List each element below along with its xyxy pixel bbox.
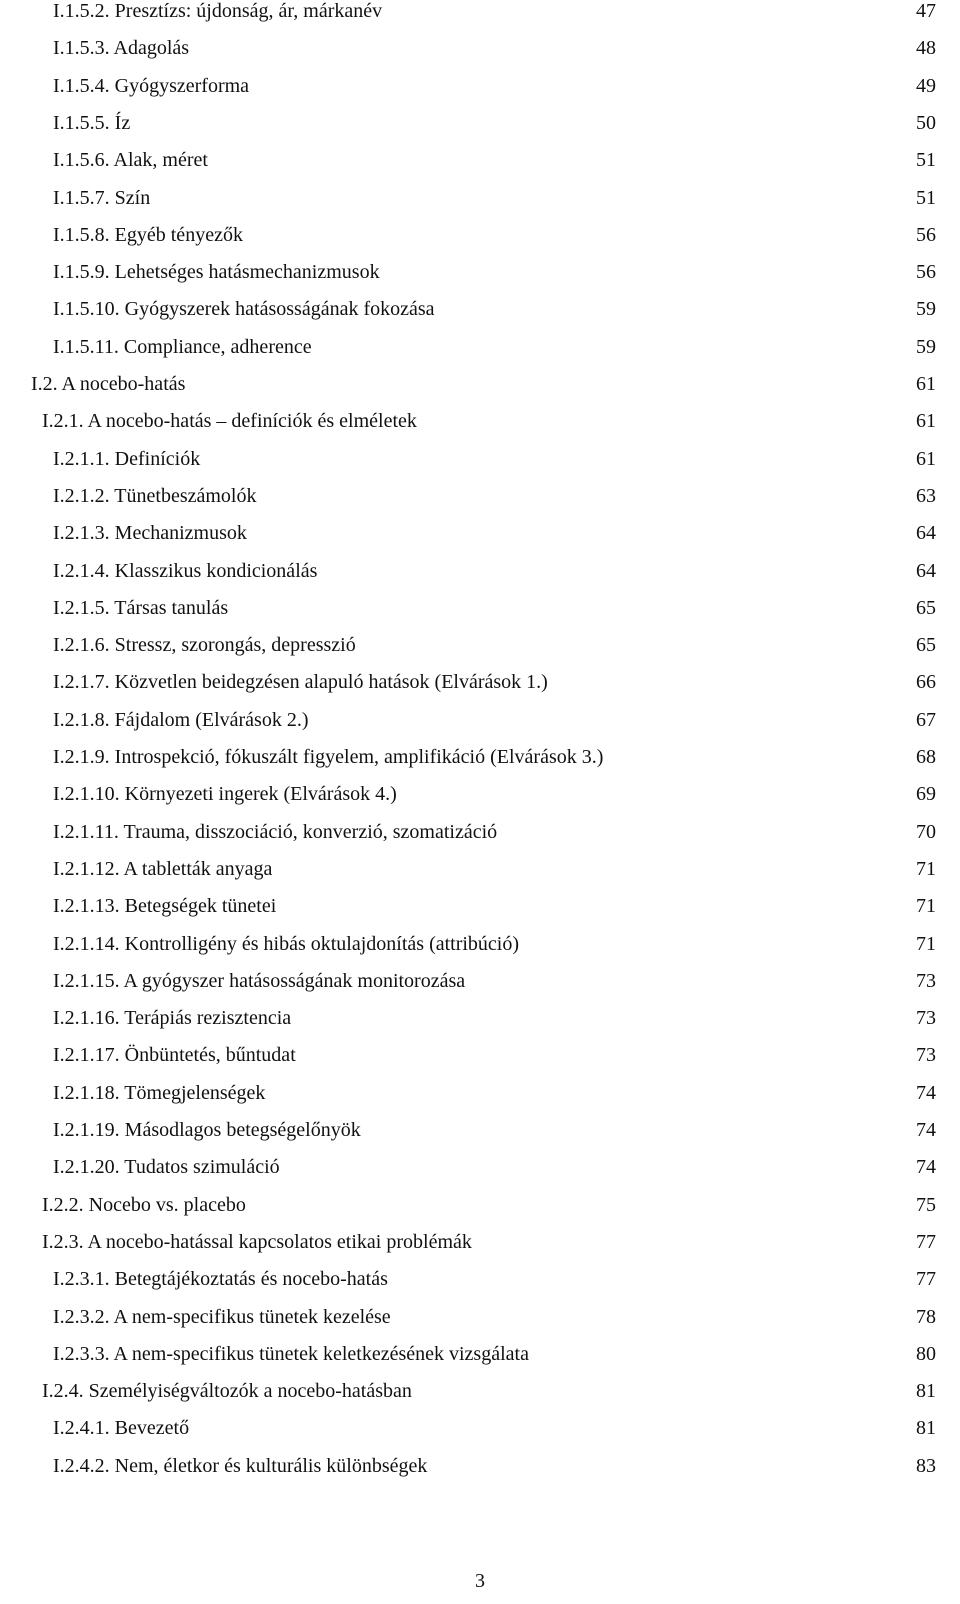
toc-entry	[0, 73, 960, 103]
page-number: 3	[475, 1570, 485, 1592]
toc-entry-title: I.1.5.3. Adagolás	[53, 37, 190, 60]
toc-entry	[0, 819, 960, 849]
toc-entry-title: I.2.1.2. Tünetbeszámolók	[53, 484, 257, 507]
toc-entry-page: 48	[916, 37, 936, 60]
toc-entry-page: 61	[916, 447, 936, 470]
toc-entry	[0, 1154, 960, 1184]
toc-entry	[0, 1005, 960, 1035]
toc-entry-title: I.1.5.11. Compliance, adherence	[53, 335, 312, 358]
toc-entry-page: 83	[916, 1454, 936, 1477]
toc-entry-page: 71	[916, 857, 936, 880]
toc-entry-title: I.2.1.1. Definíciók	[53, 447, 201, 470]
toc-entry-page: 67	[916, 708, 936, 731]
toc-entry-title: I.1.5.10. Gyógyszerek hatásosságának fokozása	[53, 298, 435, 321]
toc-entry	[0, 1378, 960, 1408]
toc-entry-title: I.1.5.8. Egyéb tényezők	[53, 223, 243, 246]
toc-entry	[0, 1042, 960, 1072]
toc-entry	[0, 707, 960, 737]
toc-entry-page: 47	[916, 0, 936, 22]
toc-entry-page: 59	[916, 335, 936, 358]
toc-entry	[0, 446, 960, 476]
toc-entry-page: 51	[916, 149, 936, 172]
toc-entry-page: 69	[916, 783, 936, 806]
toc-entry	[0, 1192, 960, 1222]
toc-entry-title: I.2.1.10. Környezeti ingerek (Elvárások 4.)	[53, 783, 397, 806]
toc-entry	[0, 1415, 960, 1445]
toc-entry-page: 78	[916, 1305, 936, 1328]
toc-entry-page: 81	[916, 1417, 936, 1440]
toc-entry-title: I.2.1.14. Kontrolligény és hibás oktulajdonítás (attribúció)	[53, 932, 520, 955]
toc-entry	[0, 110, 960, 140]
toc-entry	[0, 1229, 960, 1259]
toc-entry-title: I.2.1.18. Tömegjelenségek	[53, 1081, 266, 1104]
toc-entry-title: I.2.1.9. Introspekció, fókuszált figyelem, amplifikáció (Elvárások 3.)	[53, 746, 604, 768]
toc-entry-page: 75	[916, 1193, 936, 1216]
toc-entry-title: I.1.5.5. Íz	[53, 111, 131, 134]
toc-entry-page: 56	[916, 261, 936, 284]
toc-entry-page: 65	[916, 596, 936, 619]
toc-entry	[0, 781, 960, 811]
toc-entry-page: 81	[916, 1380, 936, 1403]
toc-entry-title: I.2.1.13. Betegségek tünetei	[53, 895, 277, 918]
toc-entry-page: 49	[916, 74, 936, 97]
toc-entry	[0, 147, 960, 177]
toc-entry-title: I.2.1.19. Másodlagos betegségelőnyök	[53, 1119, 361, 1141]
toc-entry-page: 70	[916, 820, 936, 843]
toc-entry	[0, 371, 960, 401]
toc-entry-page: 65	[916, 634, 936, 657]
toc-entry	[0, 483, 960, 513]
toc-entry	[0, 259, 960, 289]
toc-entry	[0, 595, 960, 625]
toc-entry-title: I.2.1.7. Közvetlen beidegzésen alapuló hatások (Elvárások 1.)	[53, 671, 548, 694]
toc-entry-title: I.2.1.15. A gyógyszer hatásosságának monitorozása	[53, 969, 466, 992]
toc-entry	[0, 1341, 960, 1371]
toc-entry-page: 77	[916, 1230, 936, 1253]
toc-entry-page: 61	[916, 410, 936, 433]
toc-entry-title: I.2.4.2. Nem, életkor és kulturális különbségek	[53, 1454, 428, 1477]
toc-entry-page: 74	[916, 1156, 936, 1179]
toc-entry-title: I.2. A nocebo-hatás	[31, 373, 186, 395]
toc-entry-title: I.2.1.17. Önbüntetés, bűntudat	[53, 1044, 296, 1067]
toc-entry-title: I.2.3.2. A nem-specifikus tünetek kezelése	[53, 1305, 391, 1328]
toc-entry-title: I.2.1.3. Mechanizmusok	[53, 522, 247, 545]
toc-entry-title: I.2.2. Nocebo vs. placebo	[42, 1193, 246, 1216]
toc-entry-title: I.1.5.6. Alak, méret	[53, 149, 208, 172]
toc-entry-page: 66	[916, 671, 936, 694]
toc-entry-page: 68	[916, 746, 936, 768]
toc-entry-page: 71	[916, 932, 936, 955]
toc-entry-page: 56	[916, 223, 936, 246]
toc-entry-title: I.2.1.12. A tabletták anyaga	[53, 857, 273, 880]
toc-entry-title: I.2.1.16. Terápiás rezisztencia	[53, 1007, 292, 1030]
toc-entry-page: 61	[916, 373, 936, 395]
toc-entry	[0, 1266, 960, 1296]
toc-entry-page: 64	[916, 559, 936, 582]
toc-entry-page: 63	[916, 484, 936, 507]
toc-entry-title: I.1.5.7. Szín	[53, 186, 151, 209]
toc-entry-title: I.2.3.3. A nem-specifikus tünetek keletkezésének vizsgálata	[53, 1342, 529, 1365]
toc-entry-title: I.1.5.9. Lehetséges hatásmechanizmusok	[53, 261, 380, 284]
toc-entry-title: I.2.4.1. Bevezető	[53, 1417, 190, 1440]
toc-entry	[0, 744, 960, 774]
toc-entry	[0, 1080, 960, 1110]
toc-entry	[0, 1304, 960, 1334]
toc-entry-title: I.2.1.20. Tudatos szimuláció	[53, 1156, 280, 1179]
toc-entry	[0, 408, 960, 438]
toc-entry	[0, 632, 960, 662]
toc-entry	[0, 931, 960, 961]
toc-entry-page: 74	[916, 1081, 936, 1104]
toc-entry-page: 73	[916, 969, 936, 992]
toc-entry	[0, 558, 960, 588]
toc-entry	[0, 1453, 960, 1483]
toc-entry-title: I.2.3. A nocebo-hatással kapcsolatos etikai problémák	[42, 1230, 472, 1253]
toc-entry-page: 59	[916, 298, 936, 321]
toc-entry	[0, 0, 960, 28]
toc-entry	[0, 856, 960, 886]
toc-entry-title: I.2.1.8. Fájdalom (Elvárások 2.)	[53, 708, 309, 731]
toc-entry-page: 64	[916, 522, 936, 545]
toc-entry-title: I.1.5.2. Presztízs: újdonság, ár, márkanév	[53, 0, 383, 22]
toc-entry	[0, 296, 960, 326]
toc-entry	[0, 968, 960, 998]
toc-entry	[0, 185, 960, 215]
toc-entry-title: I.2.1.11. Trauma, disszociáció, konverzió, szomatizáció	[53, 820, 498, 843]
toc-entry-page: 71	[916, 895, 936, 918]
toc-entry	[0, 334, 960, 364]
toc-entry-title: I.2.1.6. Stressz, szorongás, depresszió	[53, 634, 356, 657]
toc-entry	[0, 669, 960, 699]
toc-entry-page: 77	[916, 1268, 936, 1291]
toc-entry	[0, 35, 960, 65]
toc-entry	[0, 893, 960, 923]
toc-entry-title: I.2.1.5. Társas tanulás	[53, 596, 229, 619]
toc-entry-page: 73	[916, 1007, 936, 1030]
toc-entry-title: I.1.5.4. Gyógyszerforma	[53, 74, 250, 97]
toc-entry-page: 80	[916, 1342, 936, 1365]
toc-entry-title: I.2.1.4. Klasszikus kondicionálás	[53, 559, 318, 582]
toc-entry-page: 51	[916, 186, 936, 209]
toc-entry-page: 73	[916, 1044, 936, 1067]
toc-entry	[0, 222, 960, 252]
toc-entry	[0, 1117, 960, 1147]
toc-entry-title: I.2.3.1. Betegtájékoztatás és nocebo-hatás	[53, 1268, 388, 1291]
toc-entry-page: 74	[916, 1119, 936, 1141]
toc-entry-title: I.2.1. A nocebo-hatás – definíciók és elméletek	[42, 410, 417, 433]
toc-entry-page: 50	[916, 111, 936, 134]
toc-entry-title: I.2.4. Személyiségváltozók a nocebo-hatásban	[42, 1380, 412, 1403]
toc-entry	[0, 520, 960, 550]
